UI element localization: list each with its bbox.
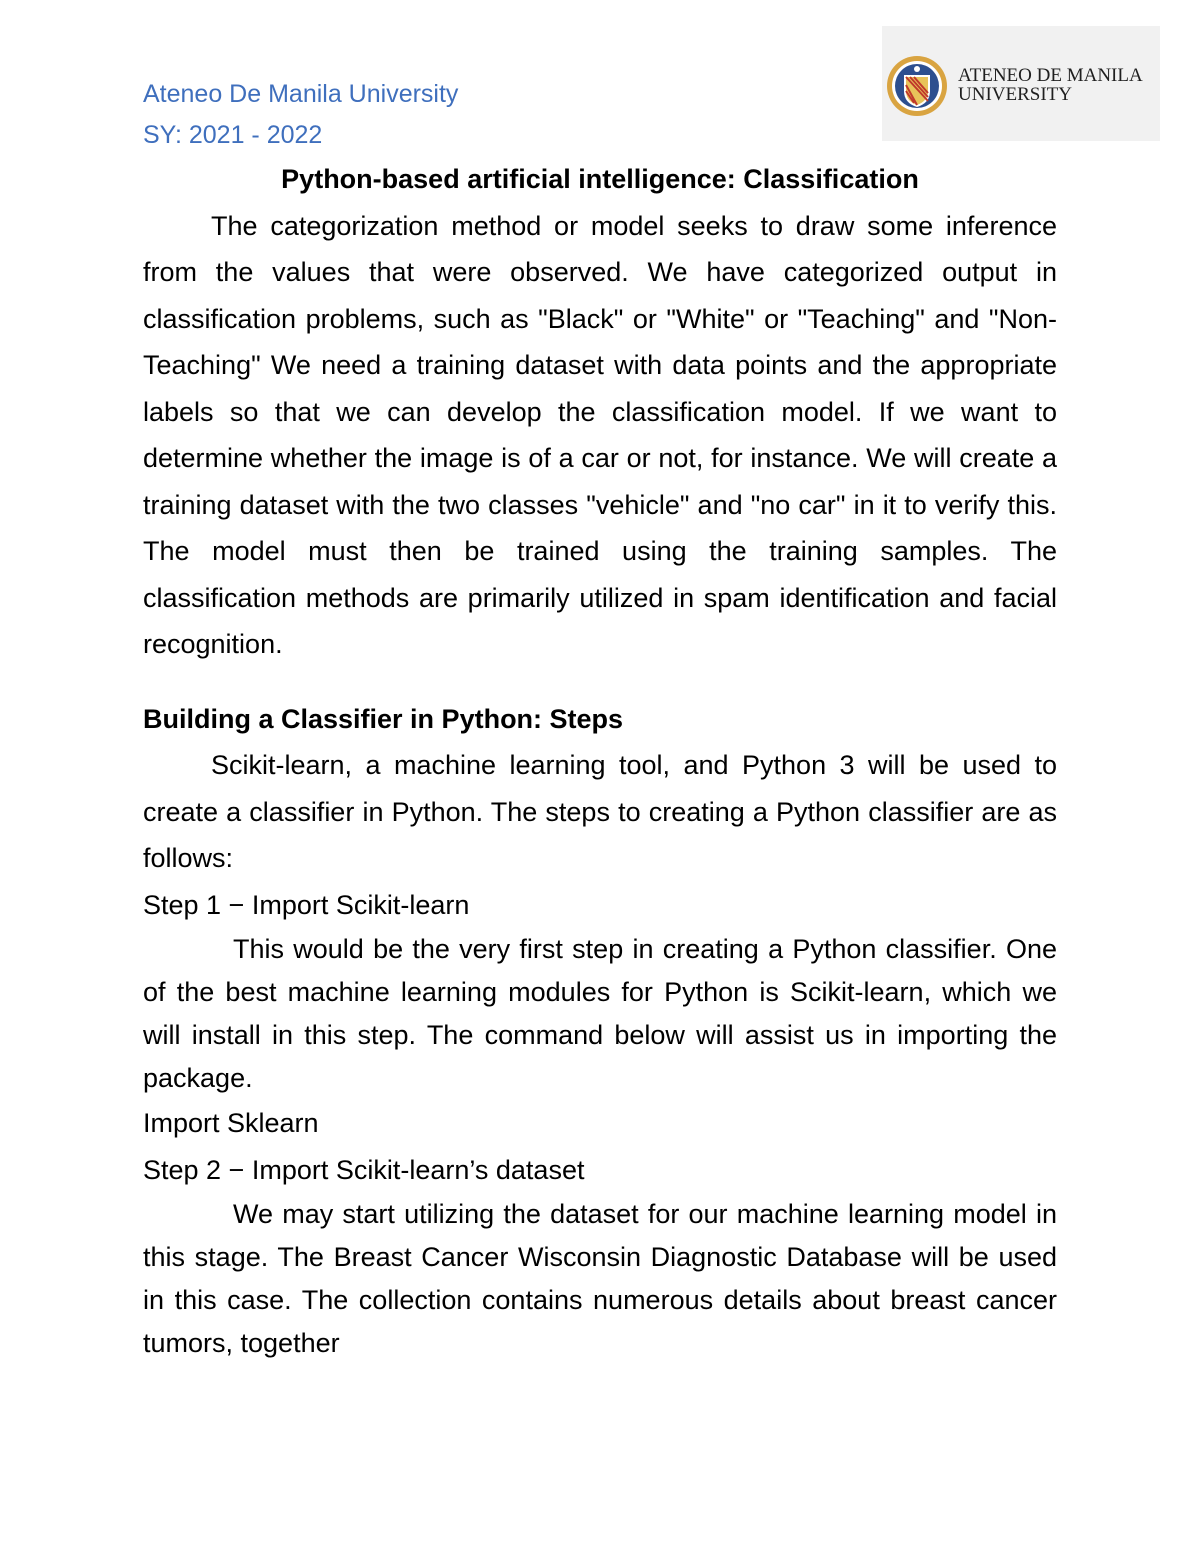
step1-code: Import Sklearn — [143, 1108, 319, 1138]
document-body — [143, 156, 1057, 1365]
section-heading: Building a Classifier in Python: Steps — [143, 703, 624, 734]
step2-paragraph: We may start utilizing the dataset for our machine learning model in this stage. The Breast Cancer Wisconsin Diagnostic Database will be used in this case. The collection contains numerous details about breast cancer tumors, together — [143, 1199, 1057, 1358]
step2-heading: Step 2 − Import Scikit-learn’s dataset — [143, 1154, 585, 1185]
logo-text-line2: UNIVERSITY — [958, 84, 1072, 105]
intro-paragraph: The categorization method or model seeks to draw some inference from the values that were observed. We have categorized output in classification problems, such as "Black" or "White" or "Teaching" and "Non-Teaching" We need a training dataset with data points and the appropriate labels so that we can develop the classification model. If we want to determine whether the image is of a car or not, for instance. We will create a training dataset with the two classes "vehicle" and "no car" in it to verify this. The model must then be trained using the training samples. The classification methods are primarily utilized in spam identification and facial recognition. — [143, 210, 1057, 659]
step1-paragraph: This would be the very first step in creating a Python classifier. One of the best machine learning modules for Python is Scikit-learn, which we will install in this step. The command below will assist us in importing the package. — [143, 934, 1057, 1093]
section-intro-paragraph: Scikit-learn, a machine learning tool, and Python 3 will be used to create a classifier in Python. The steps to creating a Python classifier are as follows: — [143, 750, 1057, 873]
document-title: Python-based artificial intelligence: Classification — [281, 164, 919, 194]
school-year: SY: 2021 - 2022 — [143, 121, 323, 149]
step1-heading: Step 1 − Import Scikit-learn — [143, 889, 470, 920]
university-seal-icon — [886, 55, 948, 117]
university-name: Ateneo De Manila University — [143, 80, 459, 108]
logo-text-line1: ATENEO DE MANILA — [958, 65, 1143, 86]
university-logo — [882, 26, 1160, 141]
